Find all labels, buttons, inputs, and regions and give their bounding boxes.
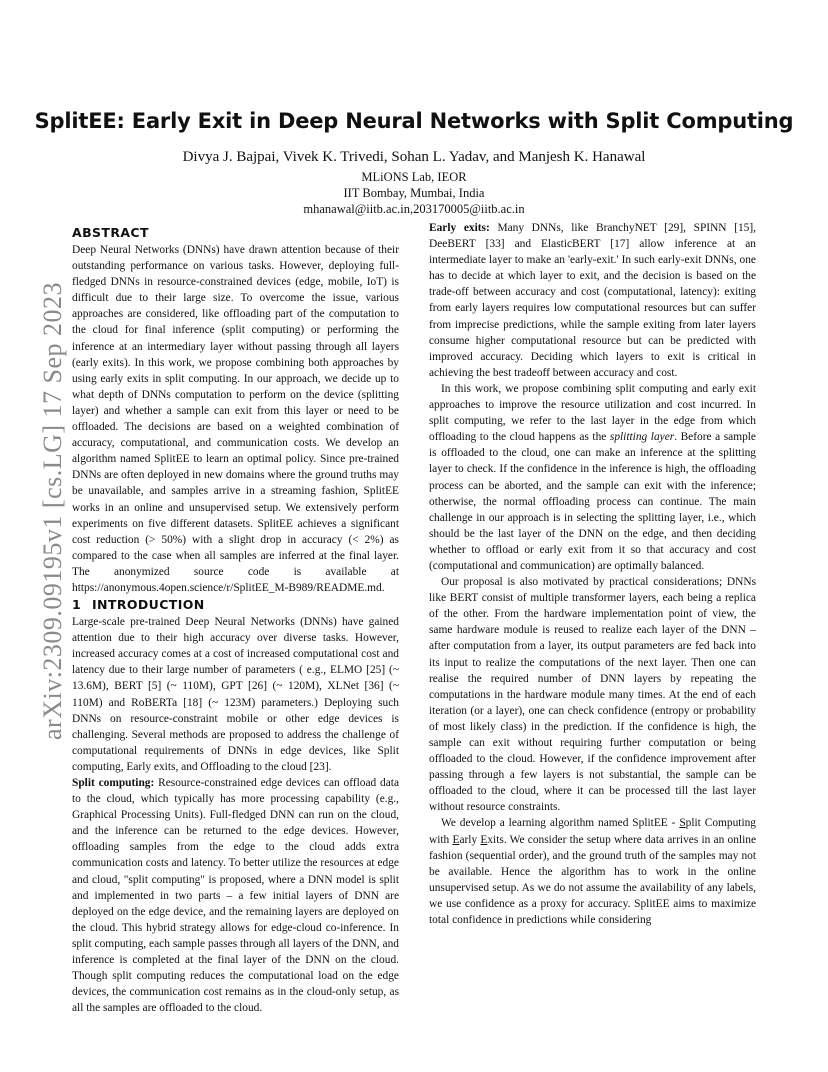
arxiv-side-stamp: arXiv:2309.09195v1 [cs.LG] 17 Sep 2023 bbox=[38, 281, 67, 740]
intro-paragraph-1: Large-scale pre-trained Deep Neural Networks (DNNs) have gained attention due to their high accuracy over diverse tasks. However, increased accuracy comes at a cost of increased computational cost and latency due to their large number of parameters ( e.g., ELMO [25] (~ 13.6M), BERT [5] (~ 110M), GPT [26] (~ 120M), XLNet [36] (~ 110M) and RoBERTa [18] (~ 123M) parameters.) Deploying such DNNs on resource-constraint mobile or other edge devices is challenging. Several methods are proposed to address the challenge of computational requirements of DNNs in edge devices, like Split computing, Early exits, and Offloading to the cloud [23]. bbox=[72, 616, 399, 773]
split-computing-label: Split computing: bbox=[72, 777, 155, 789]
split-computing-text: Resource-constrained edge devices can offload data to the cloud, which typically has more processing capability (e.g., Graphical Processing Units). Full-fledged DNN can run on the cloud, and the inference can be returned to the edge devices. However, offloading samples from the edge to the cloud adds extra communication costs and latency. To better utilize the resources at edge and cloud, "split computing" is proposed, where a DNN model is split and implemented in two parts – a few initial layers of DNN are deployed on the edge device, and the remaining layers are deployed on the cloud. This hybrid strategy allows for edge-cloud co-inference. In split computing, each sample passes through all layers of the DNN, and inference is completed at the final layer of the DNN on the cloud. Though split computing reduces the computational load on the edge devices, the communication cost remains as in the cloud-only setup, as all the samples are offloaded to the cloud. bbox=[72, 777, 399, 1015]
early-exits-text: Many DNNs, like BranchyNET [29], SPINN [15], DeeBERT [33] and ElasticBERT [17] allow inference at an intermediate layer to make an 'early-exit.' In such early-exit DNNs, one has to decide at which layer to exit, and the decision is based on the trade-off between accuracy and cost (computational, latency): exiting from early layers requires low computational resources but can suffer from imprecise predictions, while the sample exiting from later layers consume higher computational resource but can be predicted with improved accuracy. Deciding which layers to exit is critical in achieving the best tradeoff between accuracy and cost. bbox=[429, 222, 756, 379]
section-title: INTRODUCTION bbox=[92, 597, 205, 613]
early-exits-label: Early exits: bbox=[429, 222, 490, 234]
p6-text-a: We develop a learning algorithm named SplitEE - bbox=[441, 817, 680, 830]
paper-title: SplitEE: Early Exit in Deep Neural Networks with Split Computing bbox=[34, 109, 794, 133]
p6-underlined-s: S bbox=[679, 817, 686, 830]
splitting-layer-term: splitting layer bbox=[609, 431, 675, 444]
section-number: 1 bbox=[72, 597, 82, 613]
p6-text-b: plit Computing with bbox=[429, 817, 756, 846]
abstract-heading: ABSTRACT bbox=[72, 225, 149, 240]
right-column bbox=[429, 220, 756, 928]
intro-paragraph-4 bbox=[429, 381, 756, 574]
intro-paragraph-5: Our proposal is also motivated by practical considerations; DNNs like BERT consist of multiple transformer layers, each being a replica of the other. From the hardware implementation point of view, the same hardware module is reused to realize each layer of the DNN – after computation from a layer, its output parameters are fed back into its input to realize the computations of the next layer. Then one can realise the required number of DNN layers by repeating the computations in the hardware module many times. At the end of each iteration (or a layer), one can check confidence (entropy or probability of most likely class) in the prediction. If the confidence is high, the sample can exit without requiring further computation or being offloaded to the cloud. However, if the confidence improvement after passing through a few layers is not substantial, the sample can be offloaded to the cloud, where it can be processed till the last layer without resource constraints. bbox=[429, 576, 756, 814]
p6-underlined-e: E bbox=[452, 833, 460, 846]
affiliation-lab: MLiONS Lab, IEOR bbox=[361, 170, 467, 184]
left-column bbox=[72, 224, 399, 1016]
p6-underlined-e2: E bbox=[480, 833, 488, 846]
affiliation-emails: mhanawal@iitb.ac.in,203170005@iitb.ac.in bbox=[303, 202, 525, 216]
intro-paragraph-6 bbox=[429, 815, 756, 928]
paper-authors: Divya J. Bajpai, Vivek K. Trivedi, Sohan L. Yadav, and Manjesh K. Hanawal bbox=[182, 149, 646, 165]
affiliation-institute: IIT Bombay, Mumbai, India bbox=[343, 186, 485, 200]
abstract-text: Deep Neural Networks (DNNs) have drawn attention because of their outstanding performance on various tasks. However, deploying full-fledged DNNs in resource-constrained devices (edge, mobile, IoT) is difficult due to their large size. To overcome the issue, various approaches are considered, like offloading part of the computation to the cloud for final inference (split computing) or performing the inference at an intermediary layer without passing through all layers (early exits). In this work, we propose combining both approaches by using early exits in split computing. In our approach, we decide up to what depth of DNNs computation to perform on the device (splitting layer) and whether a sample can exit from this layer or need to be offloaded. The decisions are based on a weighted combination of accuracy, computational, and communication costs. We develop an algorithm named SplitEE to learn an optimal policy. Since pre-trained DNNs are often deployed in new domains where the ground truths may be unavailable, and samples arrive in a streaming fashion, SplitEE works in an online and unsupervised setup. We extensively perform experiments on five different datasets. SplitEE achieves a significant cost reduction (> 50%) with a slight drop in accuracy (< 2%) as compared to the case when all samples are inferred at the final layer. The anonymized source code is available at https://anonymous.4open.science/r/SplitEE_M-B989/README.md. bbox=[72, 244, 399, 594]
p6-text-d: xits. We consider the setup where data arrives in an online fashion (sequential order), and the ground truth of the samples may not be available. Hence the algorithm has to work in the online unsupervised setup. As we do not assume the availability of any labels, we use confidence as a proxy for accuracy. SplitEE aims to maximize total confidence in predictions while considering bbox=[429, 833, 756, 927]
introduction-heading bbox=[72, 596, 399, 614]
p4-text-b: . Before a sample is offloaded to the cloud, one can make an inference at the splitting layer to check. If the confidence in the inference is high, the offloading process can be aborted, and the sample can exit with the inference; otherwise, the normal offloading process can continue. The main challenge in our approach is in selecting the splitting layer, i.e., which should be the last layer of the DNN on the edge, and then deciding whether to offload or early exit from it so that accuracy and cost (computational and communication) are optimally balanced. bbox=[429, 431, 756, 572]
p4-text-a: In this work, we propose combining split computing and early exit approaches to improve the resource utilization and cost incurred. In split computing, we refer to the last layer in the edge from which offloading to the cloud happens as the bbox=[429, 382, 756, 444]
split-computing-paragraph bbox=[72, 775, 399, 1016]
p6-text-c: arly bbox=[459, 833, 481, 846]
early-exits-paragraph bbox=[429, 220, 756, 381]
